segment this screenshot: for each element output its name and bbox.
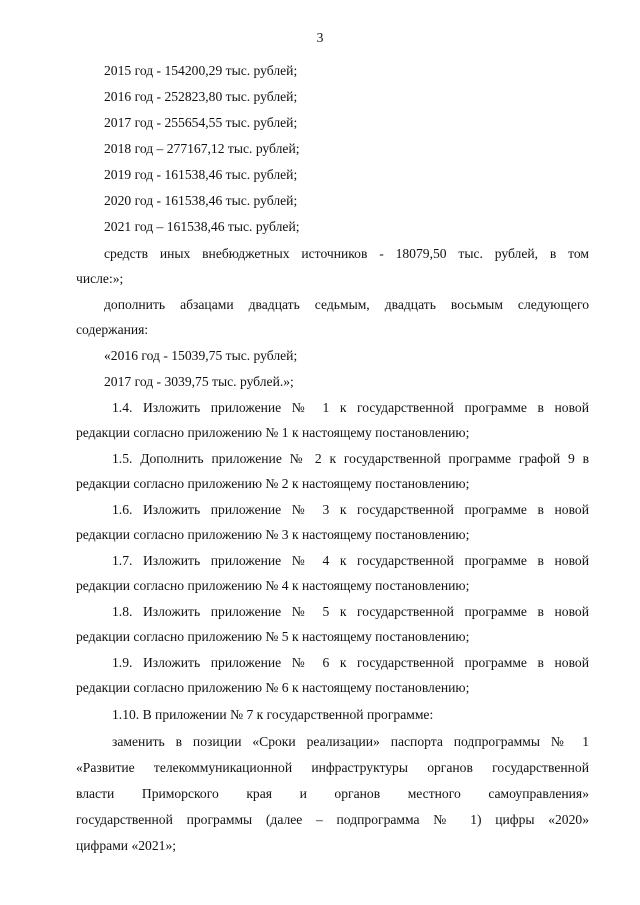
funding-line-2016: 2016 год - 252823,80 тыс. рублей; [104,89,298,104]
paragraph-line: средств иных внебюджетных источников - 18079,50 тыс. рублей, в том [104,246,589,261]
item-1-9-cont: редакции согласно приложению № 6 к настоящему постановлению; [76,680,470,695]
item-1-6-cont: редакции согласно приложению № 3 к настоящему постановлению; [76,527,470,542]
funding-line-2017-extra: 2017 год - 3039,75 тыс. рублей.»; [104,374,294,389]
paragraph-line: заменить в позиции «Сроки реализации» паспорта подпрограммы № 1 [112,734,589,749]
paragraph-line: власти Приморского края и органов местного самоуправления» [76,786,589,801]
item-1-9: 1.9. Изложить приложение № 6 к государственной программе в новой [112,655,589,670]
funding-line-2015: 2015 год - 154200,29 тыс. рублей; [104,63,298,78]
item-1-10: 1.10. В приложении № 7 к государственной программе: [112,707,434,722]
funding-line-2020: 2020 год - 161538,46 тыс. рублей; [104,193,298,208]
funding-line-2018: 2018 год – 277167,12 тыс. рублей; [104,141,300,156]
item-1-8-cont: редакции согласно приложению № 5 к настоящему постановлению; [76,629,470,644]
item-1-5-cont: редакции согласно приложению № 2 к настоящему постановлению; [76,476,470,491]
item-1-5: 1.5. Дополнить приложение № 2 к государственной программе графой 9 в [112,451,589,466]
item-1-6: 1.6. Изложить приложение № 3 к государственной программе в новой [112,502,589,517]
funding-line-2019: 2019 год - 161538,46 тыс. рублей; [104,167,298,182]
page-number: 3 [316,30,324,45]
paragraph-line: числе:»; [76,271,124,286]
item-1-8: 1.8. Изложить приложение № 5 к государственной программе в новой [112,604,589,619]
paragraph-line: «Развитие телекоммуникационной инфраструктуры органов государственной [76,760,589,775]
funding-line-2016-extra: «2016 год - 15039,75 тыс. рублей; [104,348,298,363]
paragraph-line: содержания: [76,322,149,337]
item-1-7: 1.7. Изложить приложение № 4 к государственной программе в новой [112,553,589,568]
funding-line-2021: 2021 год – 161538,46 тыс. рублей; [104,219,300,234]
paragraph-line: цифрами «2021»; [76,838,177,853]
funding-line-2017: 2017 год - 255654,55 тыс. рублей; [104,115,298,130]
paragraph-line: государственной программы (далее – подпрограмма № 1) цифры «2020» [76,812,589,827]
item-1-7-cont: редакции согласно приложению № 4 к настоящему постановлению; [76,578,470,593]
item-1-4-cont: редакции согласно приложению № 1 к настоящему постановлению; [76,425,470,440]
paragraph-line: дополнить абзацами двадцать седьмым, двадцать восьмым следующего [104,297,589,312]
item-1-4: 1.4. Изложить приложение № 1 к государственной программе в новой [112,400,589,415]
